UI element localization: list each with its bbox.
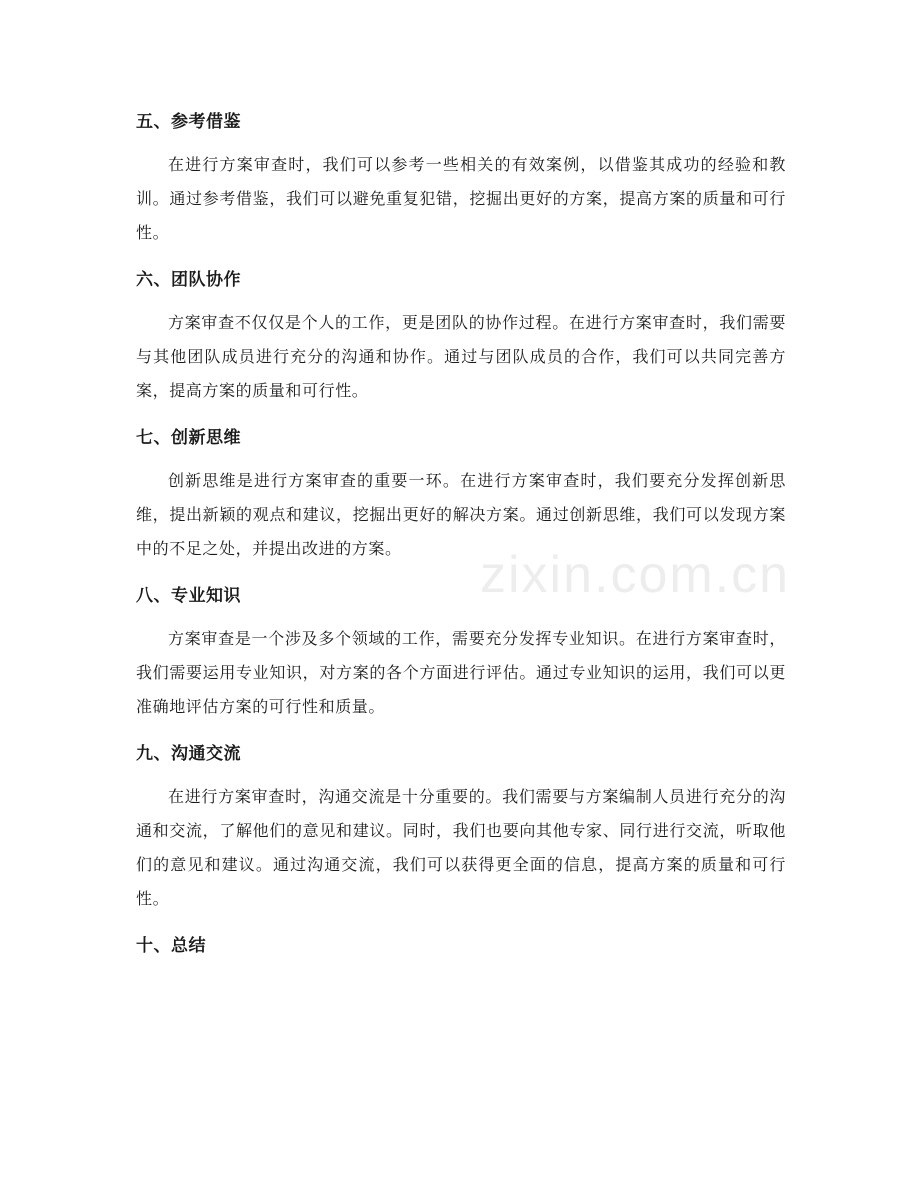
section-body-5: 在进行方案审查时，我们可以参考一些相关的有效案例，以借鉴其成功的经验和教训。通过参考借鉴，我们可以避免重复犯错，挖掘出更好的方案，提高方案的质量和可行性。 (136, 155, 786, 242)
section-title-5: 五、参考借鉴 (136, 112, 241, 132)
section-title-8: 八、专业知识 (136, 586, 241, 606)
watermark: zixin.com.cn (480, 546, 791, 604)
section-title-9: 九、沟通交流 (136, 744, 241, 764)
section-title-6: 六、团队协作 (136, 270, 241, 290)
section-body-9: 在进行方案审查时，沟通交流是十分重要的。我们需要与方案编制人员进行充分的沟通和交流，了解他们的意见和建议。同时，我们也要向其他专家、同行进行交流，听取他们的意见和建议。通过沟通交流，我们可以获得更全面的信息，提高方案的质量和可行性。 (136, 787, 786, 908)
section-body-8: 方案审查是一个涉及多个领域的工作，需要充分发挥专业知识。在进行方案审查时，我们需要运用专业知识，对方案的各个方面进行评估。通过专业知识的运用，我们可以更准确地评估方案的可行性和质量。 (136, 629, 786, 716)
section-body-7: 创新思维是进行方案审查的重要一环。在进行方案审查时，我们要充分发挥创新思维，提出新颖的观点和建议，挖掘出更好的解决方案。通过创新思维，我们可以发现方案中的不足之处，并提出改进的方案。 (136, 471, 786, 558)
section-title-10: 十、总结 (136, 936, 206, 956)
document-page (136, 104, 786, 964)
section-title-7: 七、创新思维 (136, 428, 241, 448)
section-body-6: 方案审查不仅仅是个人的工作，更是团队的协作过程。在进行方案审查时，我们需要与其他团队成员进行充分的沟通和协作。通过与团队成员的合作，我们可以共同完善方案，提高方案的质量和可行性。 (136, 313, 786, 400)
